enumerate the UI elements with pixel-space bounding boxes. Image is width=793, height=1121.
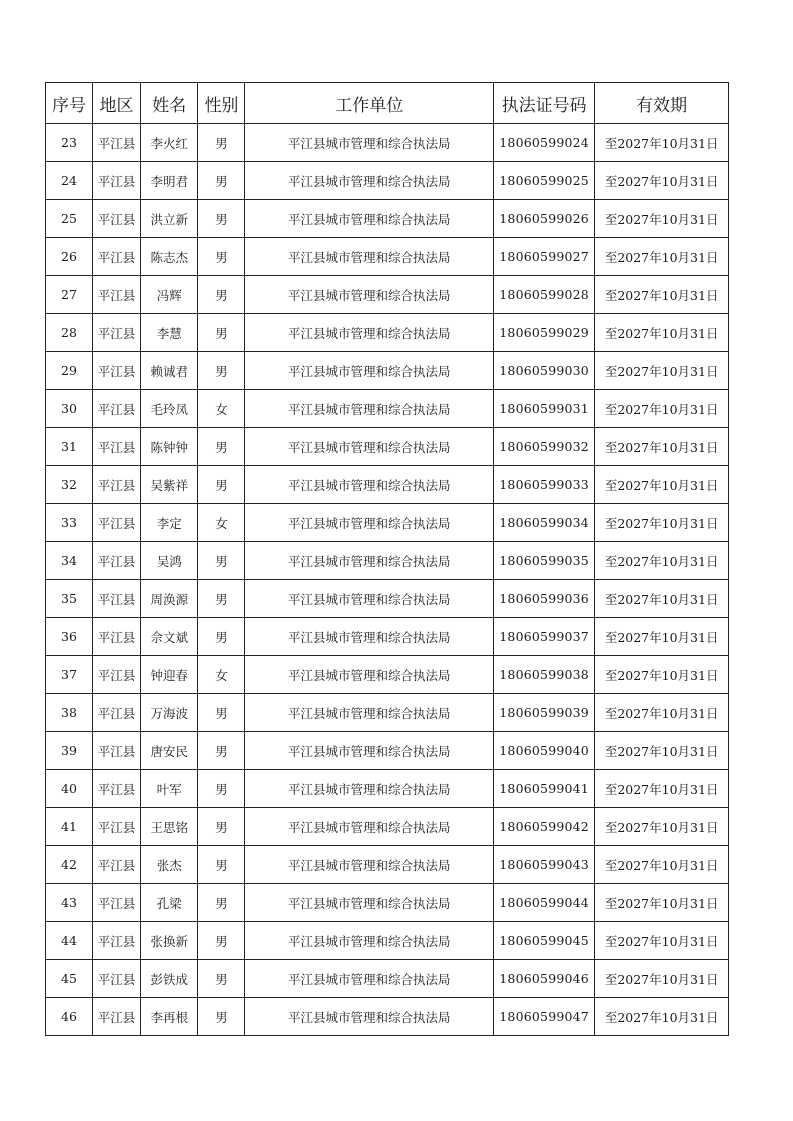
- cell-validity: 至2027年10月31日: [595, 390, 729, 428]
- cell-validity: 至2027年10月31日: [595, 428, 729, 466]
- table-body: [46, 124, 729, 1036]
- header-row: [46, 83, 729, 124]
- cell-validity: 至2027年10月31日: [595, 314, 729, 352]
- cell-region: 平江县: [92, 618, 140, 656]
- cell-seq: 28: [46, 314, 93, 352]
- table-row: [46, 124, 729, 162]
- cell-gender: 男: [198, 922, 245, 960]
- cell-validity: 至2027年10月31日: [595, 694, 729, 732]
- table-header: [46, 83, 729, 124]
- cell-cert-number: 18060599042: [493, 808, 594, 846]
- table-row: [46, 694, 729, 732]
- cell-gender: 男: [198, 694, 245, 732]
- cell-work-unit: 平江县城市管理和综合执法局: [245, 770, 494, 808]
- cell-work-unit: 平江县城市管理和综合执法局: [245, 162, 494, 200]
- cell-validity: 至2027年10月31日: [595, 770, 729, 808]
- cell-gender: 男: [198, 276, 245, 314]
- table-row: [46, 390, 729, 428]
- cell-work-unit: 平江县城市管理和综合执法局: [245, 200, 494, 238]
- table-row: [46, 238, 729, 276]
- table-row: [46, 770, 729, 808]
- cell-name: 佘文斌: [141, 618, 198, 656]
- cell-work-unit: 平江县城市管理和综合执法局: [245, 428, 494, 466]
- cell-name: 王思铭: [141, 808, 198, 846]
- cell-validity: 至2027年10月31日: [595, 238, 729, 276]
- table-row: [46, 276, 729, 314]
- cell-name: 李火红: [141, 124, 198, 162]
- cell-region: 平江县: [92, 656, 140, 694]
- cell-name: 李慧: [141, 314, 198, 352]
- cell-validity: 至2027年10月31日: [595, 884, 729, 922]
- cell-gender: 男: [198, 314, 245, 352]
- cell-name: 周涣源: [141, 580, 198, 618]
- cell-work-unit: 平江县城市管理和综合执法局: [245, 390, 494, 428]
- cell-cert-number: 18060599044: [493, 884, 594, 922]
- cell-validity: 至2027年10月31日: [595, 542, 729, 580]
- table-row: [46, 656, 729, 694]
- cell-cert-number: 18060599025: [493, 162, 594, 200]
- table-row: [46, 884, 729, 922]
- cell-name: 毛玲凤: [141, 390, 198, 428]
- cell-seq: 29: [46, 352, 93, 390]
- cell-work-unit: 平江县城市管理和综合执法局: [245, 124, 494, 162]
- cell-region: 平江县: [92, 238, 140, 276]
- cell-validity: 至2027年10月31日: [595, 162, 729, 200]
- cell-validity: 至2027年10月31日: [595, 466, 729, 504]
- cell-region: 平江县: [92, 542, 140, 580]
- cell-cert-number: 18060599034: [493, 504, 594, 542]
- cell-cert-number: 18060599026: [493, 200, 594, 238]
- cell-gender: 男: [198, 580, 245, 618]
- table-row: [46, 732, 729, 770]
- cell-work-unit: 平江县城市管理和综合执法局: [245, 618, 494, 656]
- cell-region: 平江县: [92, 466, 140, 504]
- cell-cert-number: 18060599045: [493, 922, 594, 960]
- cell-seq: 39: [46, 732, 93, 770]
- cell-seq: 33: [46, 504, 93, 542]
- cell-cert-number: 18060599037: [493, 618, 594, 656]
- table-row: [46, 466, 729, 504]
- cell-seq: 34: [46, 542, 93, 580]
- table-row: [46, 922, 729, 960]
- cell-region: 平江县: [92, 808, 140, 846]
- cell-name: 孔梁: [141, 884, 198, 922]
- cell-cert-number: 18060599031: [493, 390, 594, 428]
- cell-cert-number: 18060599032: [493, 428, 594, 466]
- cell-name: 李明君: [141, 162, 198, 200]
- cell-region: 平江县: [92, 390, 140, 428]
- cell-work-unit: 平江县城市管理和综合执法局: [245, 580, 494, 618]
- cell-validity: 至2027年10月31日: [595, 618, 729, 656]
- cell-work-unit: 平江县城市管理和综合执法局: [245, 960, 494, 998]
- cell-name: 钟迎春: [141, 656, 198, 694]
- cell-validity: 至2027年10月31日: [595, 504, 729, 542]
- cell-seq: 24: [46, 162, 93, 200]
- cell-cert-number: 18060599036: [493, 580, 594, 618]
- cell-gender: 男: [198, 884, 245, 922]
- cell-seq: 32: [46, 466, 93, 504]
- table-row: [46, 846, 729, 884]
- table-row: [46, 504, 729, 542]
- table-row: [46, 808, 729, 846]
- header-validity: 有效期: [595, 83, 729, 124]
- cell-region: 平江县: [92, 732, 140, 770]
- cell-name: 张换新: [141, 922, 198, 960]
- cell-seq: 26: [46, 238, 93, 276]
- cell-validity: 至2027年10月31日: [595, 276, 729, 314]
- cell-gender: 男: [198, 618, 245, 656]
- cell-gender: 男: [198, 770, 245, 808]
- table-row: [46, 352, 729, 390]
- cell-seq: 41: [46, 808, 93, 846]
- cell-seq: 43: [46, 884, 93, 922]
- header-seq: 序号: [46, 83, 93, 124]
- cell-cert-number: 18060599040: [493, 732, 594, 770]
- cell-seq: 44: [46, 922, 93, 960]
- cell-seq: 40: [46, 770, 93, 808]
- cell-gender: 女: [198, 656, 245, 694]
- cell-work-unit: 平江县城市管理和综合执法局: [245, 466, 494, 504]
- cell-name: 吴紫祥: [141, 466, 198, 504]
- cell-gender: 男: [198, 428, 245, 466]
- cell-gender: 男: [198, 542, 245, 580]
- cell-validity: 至2027年10月31日: [595, 922, 729, 960]
- cell-region: 平江县: [92, 162, 140, 200]
- cell-validity: 至2027年10月31日: [595, 352, 729, 390]
- cell-cert-number: 18060599043: [493, 846, 594, 884]
- cell-region: 平江县: [92, 960, 140, 998]
- cell-validity: 至2027年10月31日: [595, 580, 729, 618]
- cell-seq: 35: [46, 580, 93, 618]
- cell-name: 赖诚君: [141, 352, 198, 390]
- cell-name: 李定: [141, 504, 198, 542]
- cell-gender: 男: [198, 124, 245, 162]
- cell-seq: 38: [46, 694, 93, 732]
- table-row: [46, 428, 729, 466]
- cell-gender: 男: [198, 808, 245, 846]
- cell-gender: 男: [198, 960, 245, 998]
- header-region: 地区: [92, 83, 140, 124]
- cell-work-unit: 平江县城市管理和综合执法局: [245, 922, 494, 960]
- cell-region: 平江县: [92, 998, 140, 1036]
- cell-cert-number: 18060599024: [493, 124, 594, 162]
- cell-seq: 36: [46, 618, 93, 656]
- cell-seq: 30: [46, 390, 93, 428]
- cell-seq: 31: [46, 428, 93, 466]
- cell-gender: 男: [198, 352, 245, 390]
- cell-validity: 至2027年10月31日: [595, 732, 729, 770]
- cell-name: 吴鸿: [141, 542, 198, 580]
- cell-work-unit: 平江县城市管理和综合执法局: [245, 352, 494, 390]
- cell-gender: 男: [198, 466, 245, 504]
- cell-cert-number: 18060599033: [493, 466, 594, 504]
- cell-work-unit: 平江县城市管理和综合执法局: [245, 542, 494, 580]
- table-row: [46, 998, 729, 1036]
- enforcement-officer-table: [45, 82, 729, 1036]
- header-gender: 性别: [198, 83, 245, 124]
- cell-gender: 女: [198, 390, 245, 428]
- cell-work-unit: 平江县城市管理和综合执法局: [245, 884, 494, 922]
- cell-cert-number: 18060599039: [493, 694, 594, 732]
- cell-cert-number: 18060599027: [493, 238, 594, 276]
- cell-work-unit: 平江县城市管理和综合执法局: [245, 998, 494, 1036]
- cell-name: 彭铁成: [141, 960, 198, 998]
- cell-validity: 至2027年10月31日: [595, 846, 729, 884]
- cell-name: 万海波: [141, 694, 198, 732]
- cell-work-unit: 平江县城市管理和综合执法局: [245, 846, 494, 884]
- cell-cert-number: 18060599046: [493, 960, 594, 998]
- cell-seq: 46: [46, 998, 93, 1036]
- cell-gender: 男: [198, 162, 245, 200]
- table-row: [46, 618, 729, 656]
- cell-seq: 37: [46, 656, 93, 694]
- cell-cert-number: 18060599030: [493, 352, 594, 390]
- cell-work-unit: 平江县城市管理和综合执法局: [245, 238, 494, 276]
- cell-seq: 45: [46, 960, 93, 998]
- cell-region: 平江县: [92, 694, 140, 732]
- cell-region: 平江县: [92, 580, 140, 618]
- cell-validity: 至2027年10月31日: [595, 808, 729, 846]
- header-cert-number: 执法证号码: [493, 83, 594, 124]
- cell-region: 平江县: [92, 770, 140, 808]
- cell-work-unit: 平江县城市管理和综合执法局: [245, 656, 494, 694]
- cell-region: 平江县: [92, 884, 140, 922]
- cell-validity: 至2027年10月31日: [595, 998, 729, 1036]
- cell-region: 平江县: [92, 314, 140, 352]
- cell-work-unit: 平江县城市管理和综合执法局: [245, 732, 494, 770]
- cell-work-unit: 平江县城市管理和综合执法局: [245, 276, 494, 314]
- header-work-unit: 工作单位: [245, 83, 494, 124]
- cell-work-unit: 平江县城市管理和综合执法局: [245, 504, 494, 542]
- table-row: [46, 542, 729, 580]
- cell-validity: 至2027年10月31日: [595, 960, 729, 998]
- cell-region: 平江县: [92, 276, 140, 314]
- cell-cert-number: 18060599041: [493, 770, 594, 808]
- cell-cert-number: 18060599028: [493, 276, 594, 314]
- cell-name: 陈志杰: [141, 238, 198, 276]
- cell-seq: 27: [46, 276, 93, 314]
- table-row: [46, 162, 729, 200]
- cell-name: 叶军: [141, 770, 198, 808]
- cell-region: 平江县: [92, 352, 140, 390]
- cell-work-unit: 平江县城市管理和综合执法局: [245, 808, 494, 846]
- cell-gender: 男: [198, 846, 245, 884]
- cell-name: 张杰: [141, 846, 198, 884]
- cell-work-unit: 平江县城市管理和综合执法局: [245, 314, 494, 352]
- cell-region: 平江县: [92, 124, 140, 162]
- cell-region: 平江县: [92, 846, 140, 884]
- cell-seq: 25: [46, 200, 93, 238]
- cell-gender: 男: [198, 998, 245, 1036]
- cell-cert-number: 18060599047: [493, 998, 594, 1036]
- table-row: [46, 314, 729, 352]
- cell-cert-number: 18060599035: [493, 542, 594, 580]
- cell-name: 冯辉: [141, 276, 198, 314]
- cell-name: 洪立新: [141, 200, 198, 238]
- cell-seq: 23: [46, 124, 93, 162]
- table-row: [46, 580, 729, 618]
- cell-region: 平江县: [92, 922, 140, 960]
- cell-cert-number: 18060599029: [493, 314, 594, 352]
- cell-region: 平江县: [92, 428, 140, 466]
- cell-name: 李再根: [141, 998, 198, 1036]
- cell-region: 平江县: [92, 200, 140, 238]
- cell-validity: 至2027年10月31日: [595, 656, 729, 694]
- cell-gender: 男: [198, 238, 245, 276]
- cell-gender: 男: [198, 732, 245, 770]
- cell-cert-number: 18060599038: [493, 656, 594, 694]
- table-row: [46, 960, 729, 998]
- cell-validity: 至2027年10月31日: [595, 200, 729, 238]
- cell-work-unit: 平江县城市管理和综合执法局: [245, 694, 494, 732]
- cell-gender: 女: [198, 504, 245, 542]
- cell-name: 唐安民: [141, 732, 198, 770]
- header-name: 姓名: [141, 83, 198, 124]
- cell-name: 陈钟钟: [141, 428, 198, 466]
- cell-validity: 至2027年10月31日: [595, 124, 729, 162]
- table-row: [46, 200, 729, 238]
- cell-gender: 男: [198, 200, 245, 238]
- cell-region: 平江县: [92, 504, 140, 542]
- cell-seq: 42: [46, 846, 93, 884]
